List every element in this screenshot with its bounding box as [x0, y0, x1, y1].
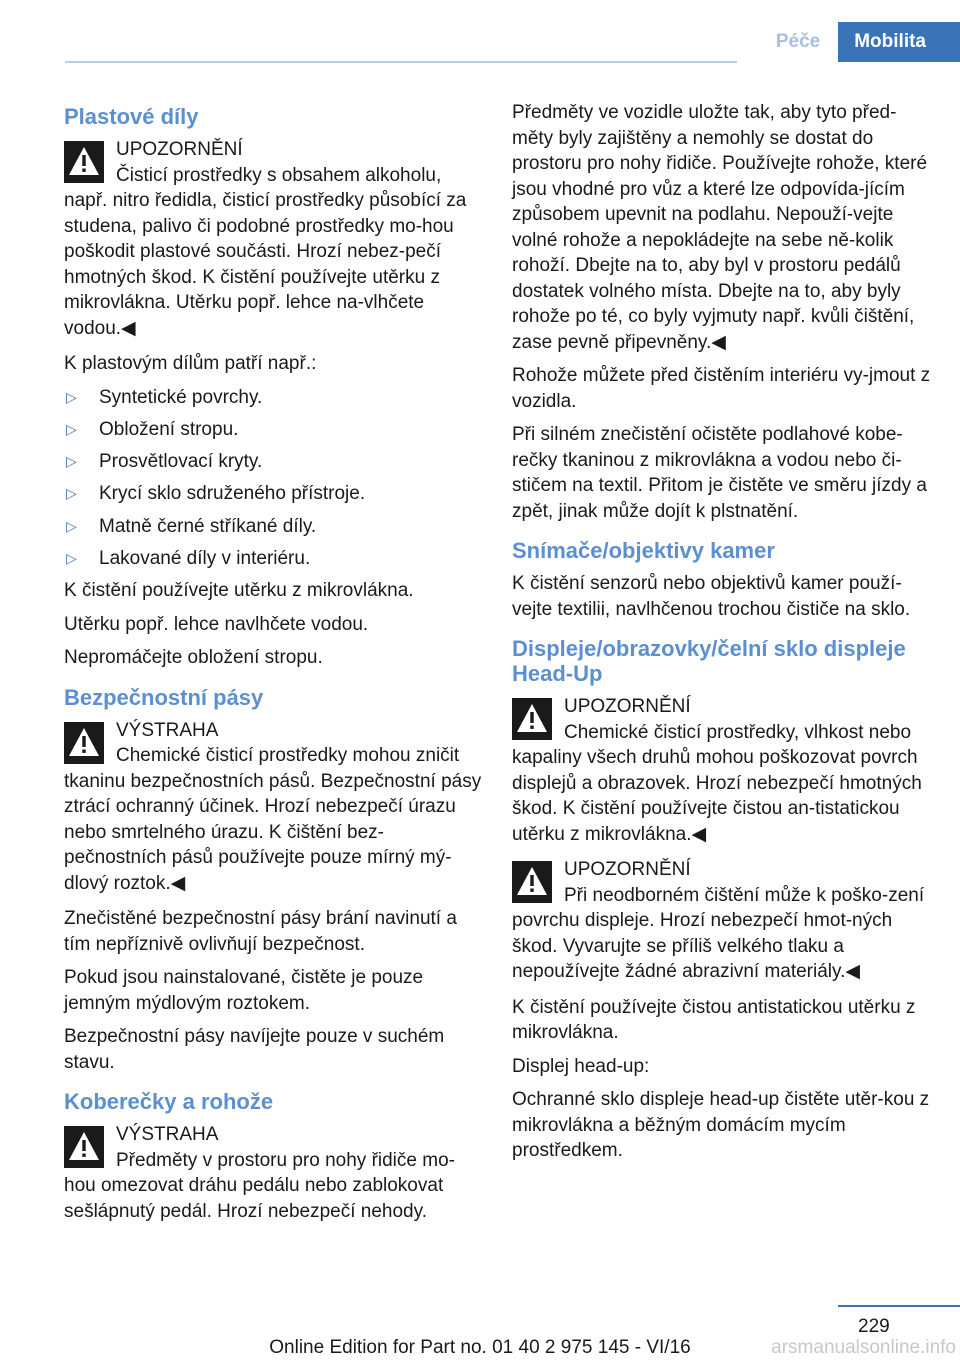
notice-block — [512, 694, 932, 847]
list-item-text: Syntetické povrchy. — [99, 386, 263, 408]
list-item — [64, 449, 484, 475]
plastic-parts-list — [64, 385, 484, 572]
warning-block — [64, 1122, 484, 1224]
notice-block — [512, 857, 932, 985]
warning-triangle-icon — [512, 861, 552, 903]
notice-title: UPOZORNĚNÍ — [116, 139, 243, 160]
notice-text: Při neodborném čištění může k poško-zení povrchu displeje. Hrozí nebezpečí hmot-ných škod. Vyvarujte se příliš velkého tlaku a nepoužívejte žádné abrazivní materiály.◀ — [512, 884, 925, 982]
paragraph: Při silném znečistění očistěte podlahové kobe-rečky tkaninou z mikrovlákna a vodou nebo či-stičem na textil. Přitom je čistěte ve směru jízdy a zpět, jinak může dojít k plstnatění. — [512, 424, 927, 522]
list-item-text: Matně černé stříkané díly. — [99, 515, 317, 537]
list-item — [64, 514, 484, 540]
warning-title: VÝSTRAHA — [116, 719, 219, 741]
warning-triangle-icon — [512, 698, 552, 740]
notice-block — [64, 137, 484, 341]
section-heading-plastic-parts: Plastové díly — [64, 104, 199, 129]
warning-triangle-icon — [64, 1126, 104, 1168]
paragraph: Znečistěné bezpečnostní pásy brání navinutí a tím nepříznivě ovlivňují bezpečnost. — [64, 908, 457, 955]
triangle-bullet-icon: ▷ — [66, 549, 77, 566]
list-item-text: Lakované díly v interiéru. — [99, 547, 311, 569]
paragraph: K čistění používejte utěrku z mikrovlákna. — [64, 580, 414, 602]
list-item-text: Prosvětlovací kryty. — [99, 451, 263, 473]
list-item — [64, 481, 484, 507]
notice-title: UPOZORNĚNÍ — [564, 859, 691, 880]
notice-text: Čisticí prostředky s obsahem alkoholu, např. nitro ředidla, čisticí prostředky působící za studena, palivo či podobné prostředky mo-hou poškodit plastové součásti. Hrozí nebez-pečí hmotných škod. K čistění používejte utěrku z mikrovlákna. Utěrku popř. lehce na-vlhčete vodou.◀ — [64, 164, 467, 339]
list-item-text: Krycí sklo sdruženého přístroje. — [99, 483, 366, 505]
header-rule — [65, 61, 737, 63]
paragraph: K plastovým dílům patří např.: — [64, 353, 317, 374]
section-heading-seat-belts: Bezpečnostní pásy — [64, 684, 264, 710]
list-item-text: Obložení stropu. — [99, 418, 239, 440]
paragraph: Displej head-up: — [512, 1055, 650, 1077]
paragraph: Bezpečnostní pásy navíjejte pouze v suchém stavu. — [64, 1026, 445, 1073]
paragraph: Ochranné sklo displeje head-up čistěte utěr-kou z mikrovlákna a běžným domácím mycím prostředkem. — [512, 1089, 930, 1161]
notice-title: UPOZORNĚNÍ — [564, 696, 691, 717]
section-heading-mats: Koberečky a rohože — [64, 1089, 274, 1115]
triangle-bullet-icon: ▷ — [66, 517, 77, 534]
page-number: 229 — [858, 1316, 890, 1337]
watermark: arsmanualsonline.info — [771, 1337, 956, 1358]
tab-pece[interactable]: Péče — [758, 22, 838, 62]
footer-rule — [838, 1305, 960, 1307]
section-heading-camera-sensors: Snímače/objektivy kamer — [512, 538, 775, 563]
warning-block — [64, 718, 484, 897]
warning-triangle-icon — [64, 722, 104, 764]
triangle-bullet-icon: ▷ — [66, 388, 77, 405]
notice-text: Chemické čisticí prostředky, vlhkost nebo kapaliny všech druhů mohou poškozovat povrch displejů a obrazovek. Hrozí nebezpečí hmotných škod. K čistění používejte čistou an-tistatickou utěrku z mikrovlákna.◀ — [512, 721, 922, 845]
edition-line: Online Edition for Part no. 01 40 2 975 145 - VI/16 — [269, 1337, 691, 1358]
chapter-tabs — [758, 22, 960, 62]
list-item — [64, 546, 484, 572]
list-item — [64, 385, 484, 411]
triangle-bullet-icon: ▷ — [66, 485, 77, 502]
paragraph: Nepromáčejte obložení stropu. — [64, 647, 323, 669]
paragraph: Utěrku popř. lehce navlhčete vodou. — [64, 613, 369, 635]
right-column — [512, 100, 932, 1172]
paragraph: K čistění senzorů nebo objektivů kamer použí-vejte textilii, navlhčenou trochou čističe na sklo. — [512, 573, 911, 620]
list-item — [64, 417, 484, 443]
warning-title: VÝSTRAHA — [116, 1124, 219, 1146]
paragraph: Pokud jsou nainstalované, čistěte je pouze jemným mýdlovým roztokem. — [64, 967, 424, 1014]
triangle-bullet-icon: ▷ — [66, 420, 77, 437]
paragraph: Předměty ve vozidle uložte tak, aby tyto před-měty byly zajištěny a nemohly se dostat do prostoru pro nohy řidiče. Používejte rohože, které jsou vhodné pro vůz a které lze odpovída-jícím způsobem upevnit na podlahu. Nepouží-vejte volné rohože a nepokládejte na sebe ně-kolik rohoží. Dbejte na to, aby byl v prostoru pedálů dostatek volného místa. Dbejte na to, aby byly rohože po té, co byly vyjmuty např. kvůli čištění, zase pevně připevněny.◀ — [512, 102, 928, 353]
section-heading-displays: Displeje/obrazovky/čelní sklo displeje Head-Up — [512, 636, 906, 686]
warning-triangle-icon — [64, 141, 104, 183]
triangle-bullet-icon: ▷ — [66, 453, 77, 470]
paragraph: K čistění používejte čistou antistatickou utěrku z mikrovlákna. — [512, 996, 916, 1043]
warning-text: Chemické čisticí prostředky mohou zničit tkaninu bezpečnostních pásů. Bezpečnostní pásy ztrácí ochranný účinek. Hrozí nebezpečí úrazu nebo smrtelného úrazu. K čištění bez-pečnostních pásů používejte pouze mírný mý-dlový roztok.◀ — [64, 745, 482, 894]
tab-mobilita[interactable]: Mobilita — [838, 22, 960, 62]
warning-text: Předměty v prostoru pro nohy řidiče mo-hou omezovat dráhu pedálu nebo zablokovat sešlápnutý pedál. Hrozí nebezpečí nehody. — [64, 1149, 455, 1222]
paragraph: Rohože můžete před čistěním interiéru vy-jmout z vozidla. — [512, 365, 931, 412]
left-column — [64, 100, 484, 1234]
